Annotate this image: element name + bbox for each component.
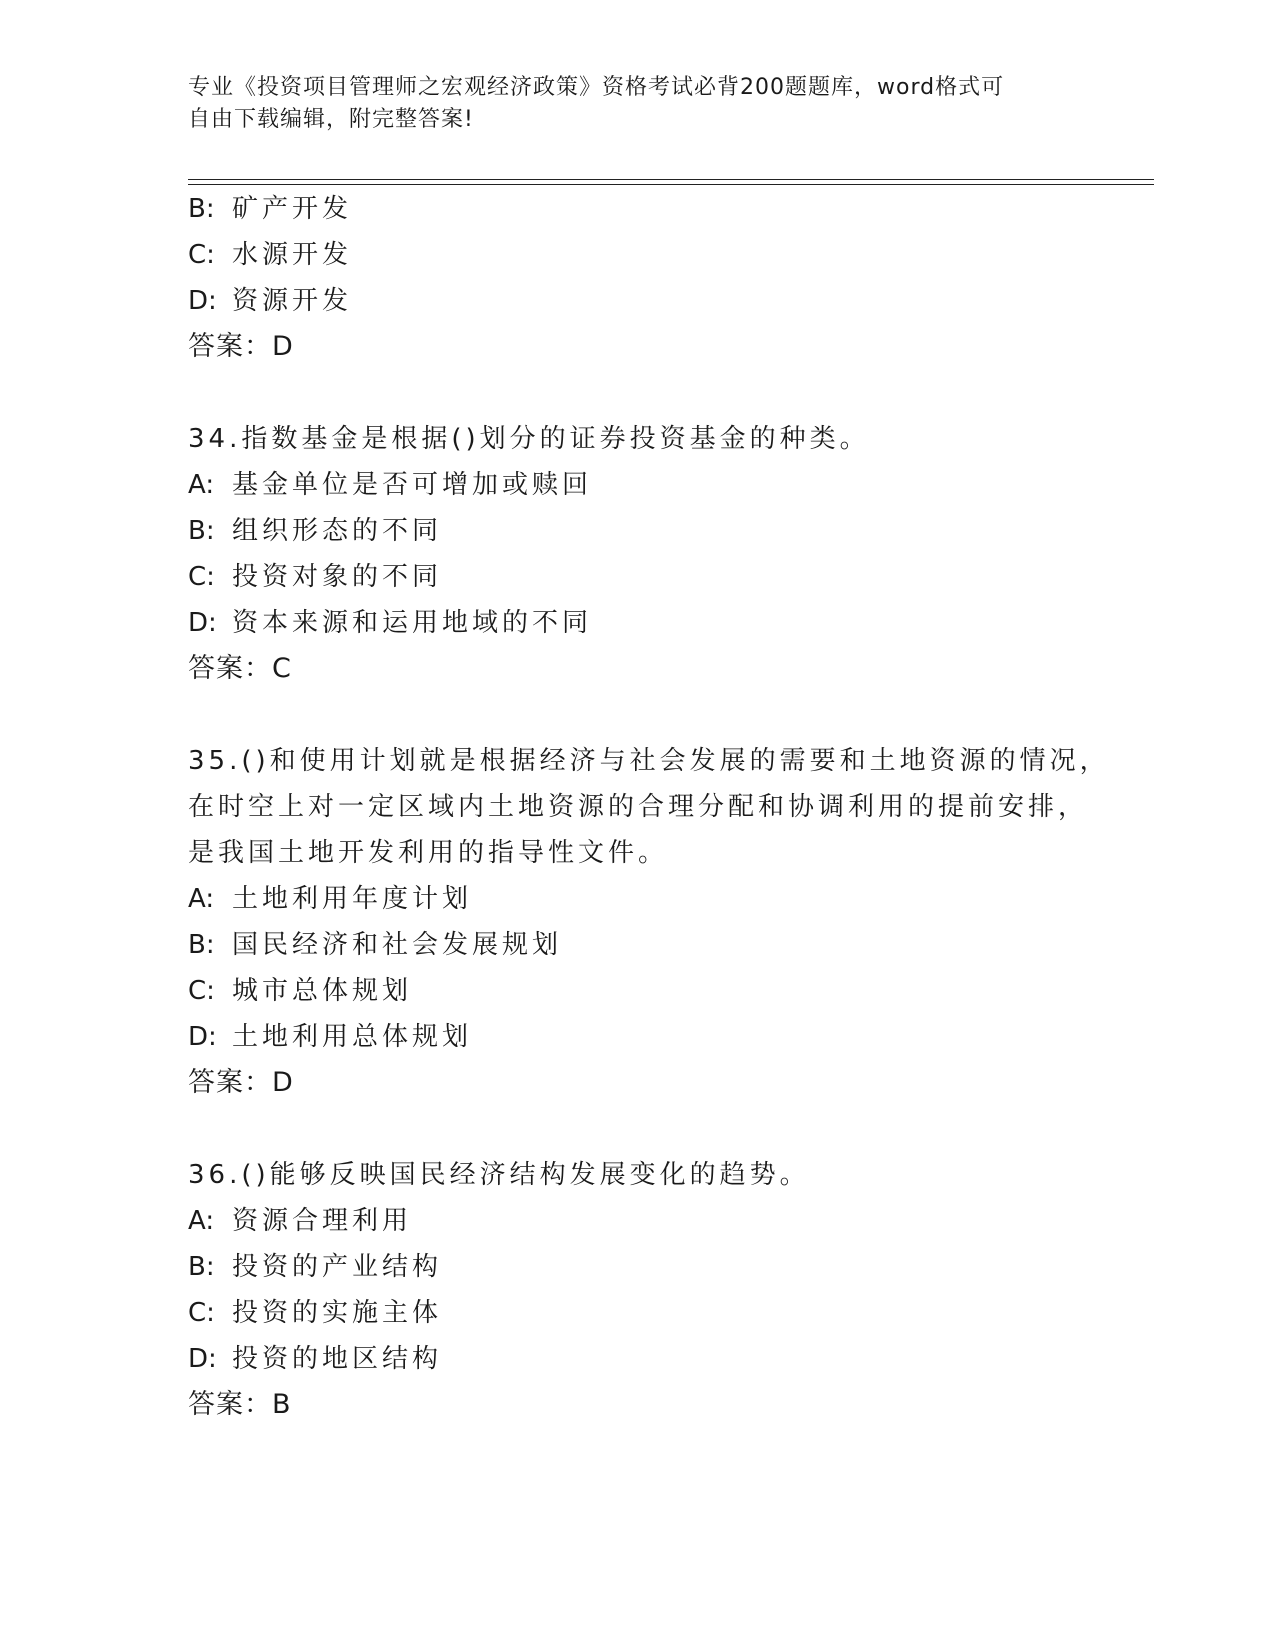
option-a: A: 基金单位是否可增加或赎回: [188, 470, 593, 500]
question-carryover: [188, 186, 1088, 370]
option-d: D: 投资的地区结构: [188, 1344, 443, 1374]
question-35: [188, 738, 1110, 1106]
option-d: D: 资源开发: [188, 286, 353, 316]
option-c: C: 城市总体规划: [188, 976, 413, 1006]
option-a: A: 资源合理利用: [188, 1206, 413, 1236]
header-divider-bottom: [188, 184, 1154, 185]
option-b: B: 组织形态的不同: [188, 516, 443, 546]
question-stem: 是我国土地开发利用的指导性文件。: [188, 838, 669, 868]
header-divider-top: [188, 179, 1154, 180]
option-d: D: 土地利用总体规划: [188, 1022, 473, 1052]
option-c: C: 投资对象的不同: [188, 562, 443, 592]
question-34: [188, 416, 1088, 692]
question-36: [188, 1152, 1088, 1428]
answer: 答案：C: [188, 653, 292, 684]
option-a: A: 土地利用年度计划: [188, 884, 473, 914]
option-b: B: 投资的产业结构: [188, 1252, 443, 1282]
question-list: [188, 186, 1110, 1428]
option-c: C: 投资的实施主体: [188, 1298, 443, 1328]
header-line-2: 自由下载编辑，附完整答案!: [188, 107, 474, 132]
option-b: B: 矿产开发: [188, 194, 353, 224]
option-d: D: 资本来源和运用地域的不同: [188, 608, 593, 638]
page-header: [188, 72, 1068, 136]
header-line-1: 专业《投资项目管理师之宏观经济政策》资格考试必背200题题库，word格式可: [188, 75, 1005, 100]
answer: 答案：B: [188, 1389, 292, 1420]
question-stem: 36.()能够反映国民经济结构发展变化的趋势。: [188, 1160, 810, 1190]
option-c: C: 水源开发: [188, 240, 353, 270]
answer: 答案：D: [188, 1067, 294, 1098]
question-stem: 35.()和使用计划就是根据经济与社会发展的需要和土地资源的情况，: [188, 746, 1110, 776]
question-stem: 34.指数基金是根据()划分的证券投资基金的种类。: [188, 424, 870, 454]
answer: 答案：D: [188, 331, 294, 362]
question-stem: 在时空上对一定区域内土地资源的合理分配和协调利用的提前安排，: [188, 792, 1089, 822]
option-b: B: 国民经济和社会发展规划: [188, 930, 563, 960]
